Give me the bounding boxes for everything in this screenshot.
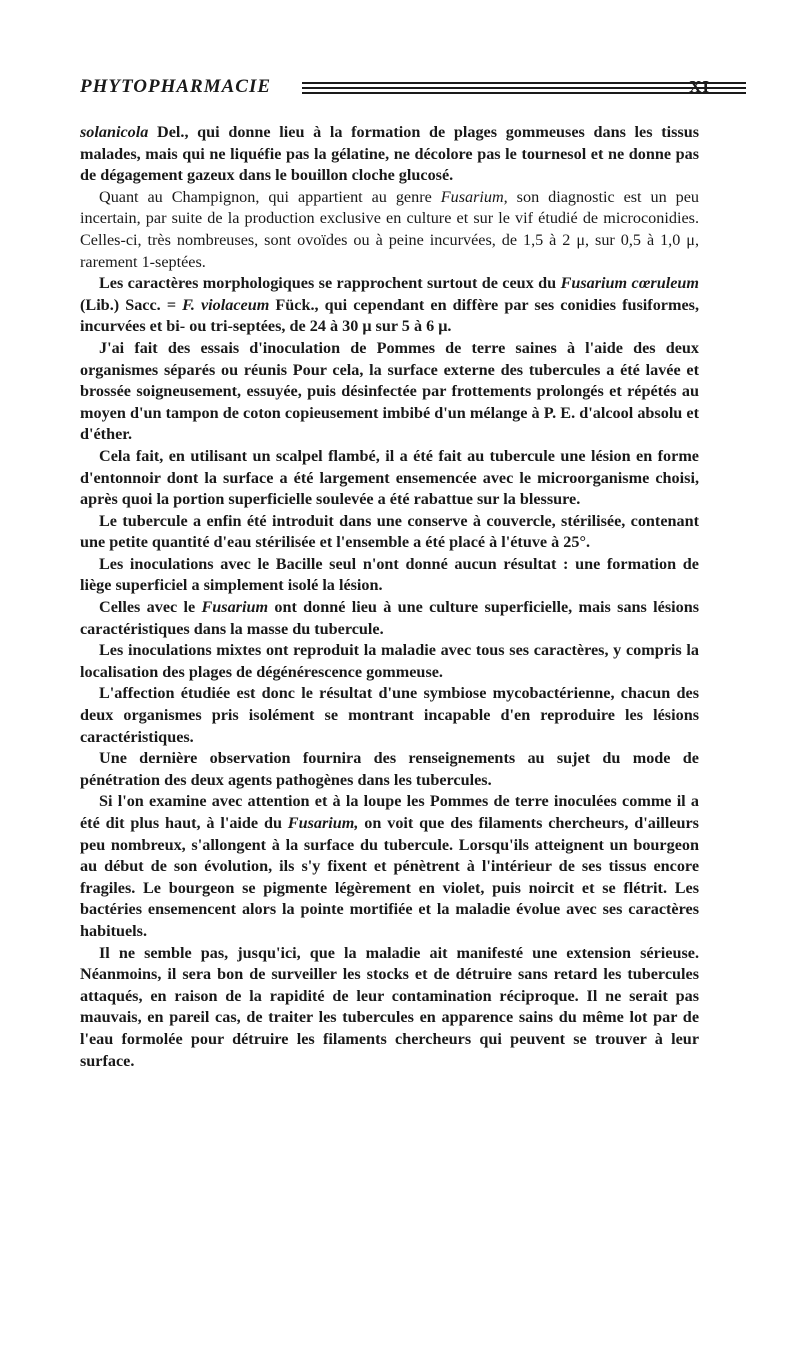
paragraph-text: Del., qui donne lieu à la formation de plages gommeuses dans les tissus malades, mais qui ne liquéfie pas la gélatine, ne décolore pas le tournesol et ne donne pas de dégagement gazeux dans le bouillon cloche glucosé. — [80, 123, 699, 185]
paragraph: Les inoculations avec le Bacille seul n'ont donné aucun résultat : une formation de liège superficiel a simplement isolé la lésion. — [80, 554, 699, 595]
species-name: solanicola — [80, 123, 149, 141]
species-name: F. violaceum — [182, 295, 270, 314]
paragraph — [80, 791, 699, 942]
paragraph — [80, 273, 699, 338]
header-rule — [302, 87, 746, 89]
paragraph: Les inoculations mixtes ont reproduit la maladie avec tous ses caractères, y compris la localisation des plages de dégénérescence gommeuse. — [80, 641, 699, 681]
header-rule — [302, 92, 746, 94]
paragraph — [80, 122, 699, 187]
paragraph-text: (Lib.) Sacc. = — [80, 295, 183, 314]
species-name: Fusarium — [201, 598, 269, 617]
paragraph: Le tubercule a enfin été introduit dans une conserve à couvercle, stérilisée, contenant une petite quantité d'eau stérilisée et l'ensemble a été placé à l'étuve à 25°. — [80, 511, 699, 552]
paragraph-text: son diagnostic est un peu incertain, par suite de la production exclusive en culture et sur le vif étudié de microconidies. Celles-ci, très nombreuses, sont ovoïdes ou à peine incurvées, de 1,5 à 2 μ, sur 0,5 à 1,0 μ, rarement 1-septées. — [80, 187, 699, 271]
paragraph: L'affection étudiée est donc le résultat d'une symbiose mycobactérienne, chacun des deux organismes pris isolément se montrant incapable d'en reproduire les lésions caractéristiques. — [80, 684, 699, 746]
species-name: Fusarium, — [440, 187, 508, 206]
paragraph-text: Les caractères morphologiques se rapprochent surtout de ceux du — [99, 274, 561, 293]
paragraph-text: ont donné lieu à une culture superficielle, mais sans lésions caractéristiques dans la masse du tubercule. — [80, 598, 700, 638]
species-name: Fusarium, — [287, 814, 359, 832]
paragraph: Cela fait, en utilisant un scalpel flambé, il a été fait au tubercule une lésion en forme d'entonnoir dont la surface a été largement ensemencée avec le microorganisme choisi, après quoi la portion superficielle soulevée a été rabattue sur la blessure. — [80, 446, 699, 509]
header-rule — [302, 82, 746, 84]
paragraph-text: Fück., qui cependant en diffère par ses conidies fusiformes, incurvées et bi- ou tri-septées, de 24 à 30 μ sur 5 à 6 μ. — [80, 295, 699, 336]
paragraph-text: on voit que des filaments chercheurs, d'ailleurs peu nombreux, s'allongent à la surface du tubercule. Lorsqu'ils atteignent un bourgeon au début de son évolution, ils s'y fixent et pénètrent à l'intérieur de ses tissus encore fragiles. Le bourgeon se pigmente légèrement en violet, puis noircit et se flétrit. Les bactéries ensemencent alors la pointe mortifiée et la maladie évolue avec ses caractères habituels. — [80, 814, 699, 940]
page-header — [80, 74, 710, 104]
paragraph: Il ne semble pas, jusqu'ici, que la maladie ait manifesté une extension sérieuse. Néanmoins, il sera bon de surveiller les stocks et de détruire sans retard les tubercules attaqués, en raison de la rapidité de leur contamination réciproque. Il ne serait pas mauvais, en pareil cas, de traiter les tubercules en apparence sains du même lot par de l'eau formolée pour détruire les filaments chercheurs qui peuvent se trouver à leur surface. — [80, 943, 699, 1070]
paragraph-text: Si l'on examine avec attention et à la loupe les Pommes de terre inoculées comme il a été dit plus haut, à l'aide du — [80, 792, 699, 832]
page-number: XI — [689, 77, 710, 96]
paragraph: Une dernière observation fournira des renseignements au sujet du mode de pénétration des deux agents pathogènes dans les tubercules. — [80, 749, 699, 789]
paragraph — [80, 597, 699, 640]
paragraph-text: Celles avec le — [99, 598, 202, 617]
paragraph-text: Quant au Champignon, qui appartient au genre — [99, 187, 441, 206]
running-title: PHYTOPHARMACIE — [80, 76, 272, 97]
body-text — [80, 122, 699, 1072]
species-name: Fusarium cœruleum — [560, 274, 699, 293]
paragraph — [80, 187, 699, 273]
paragraph: J'ai fait des essais d'inoculation de Pommes de terre saines à l'aide des deux organismes séparés ou réunis Pour cela, la surface externe des tubercules a été lavée et brossée soigneusement, essuyée, puis désinfectée par frottements prolongés et répétés au moyen d'un tampon de coton copieusement imbibé d'un mélange à P. E. d'alcool absolu et d'éther. — [80, 338, 699, 444]
